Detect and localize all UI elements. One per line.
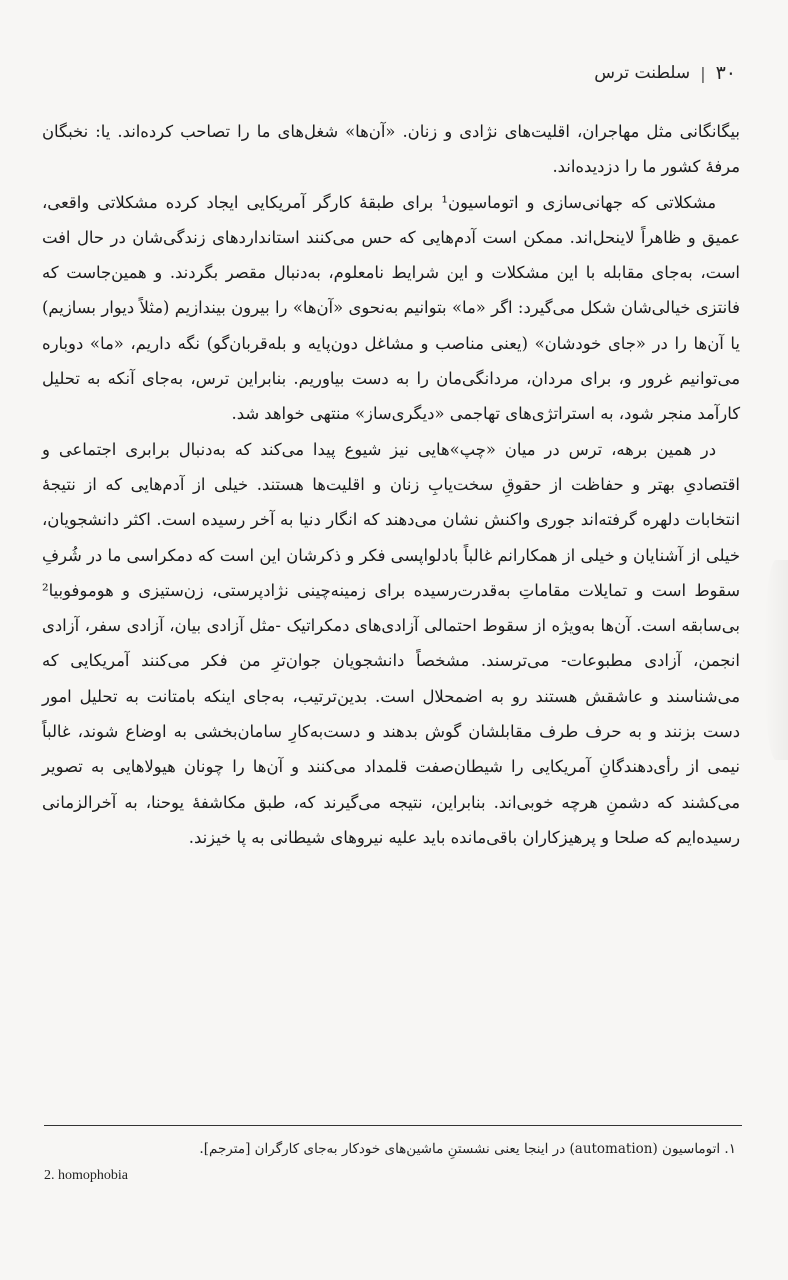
paragraph-1: بیگانگانی مثل مهاجران، اقلیت‌های نژادی و زنان. «آن‌ها» شغل‌های ما را تصاحب کرده‌اند. یا: نخبگان مرفهٔ کشور ما را دزدیده‌اند. [42,122,740,177]
running-header [594,62,736,84]
running-title: سلطنت ترس [594,63,691,83]
body-text [42,114,740,855]
header-separator: | [700,63,706,83]
footnote-divider [44,1125,742,1126]
page-number: ۳۰ [715,62,736,84]
footnote-2: 2. homophobia [44,1168,128,1183]
footnote-1: ۱. اتوماسیون (automation) در اینجا یعنی نشستنِ ماشین‌های خودکار به‌جای کارگران [مترجم]. [199,1141,736,1157]
page-edge-shadow [764,560,788,760]
paragraph-3: در همین برهه، ترس در میان «چپ»هایی نیز شیوع پیدا می‌کند که به‌دنبال برابری اجتماعی و اقتصادیِ بهتر و حفاظت از حقوقِ سخت‌یابِ زنان و اقلیت‌ها هستند. خیلی از آدم‌هایی که از نتیجهٔ انتخابات دلهره گرفته‌اند جوری واکنش نشان می‌دهند که انگار دنیا به آخر رسیده است. اکثر دانشجویان، خیلی از آشنایان و خیلی از همکارانم غالباً بادلواپسی فکر و ذکرشان این است که دمکراسی ما در شُرفِ سقوط است و تمایلات مقاماتِ به‌قدرت‌رسیده برای زمینه‌چینی نژادپرستی، زن‌ستیزی و هوموفوبیا² بی‌سابقه است. آن‌ها به‌ویژه از سقوط احتمالی آزادی‌های دمکراتیک -مثل آزادی بیان، آزادی سفر، آزادی انجمن، آزادی مطبوعات- می‌ترسند. مشخصاً دانشجویان جوان‌ترِ من فکر می‌کنند آمریکایی که می‌شناسند و عاشقش هستند رو به اضمحلال است. بدین‌ترتیب، به‌جای اینکه با‌متانت به تحلیل امور دست بزنند و به حرف طرف مقابلشان گوش بدهند و دست‌به‌کارِ سامان‌بخشی به اوضاع شوند، غالباً نیمی از رأی‌دهندگانِ آمریکایی را شیطان‌صفت قلمداد می‌کنند و آن‌ها را چونان هیولاهایی به تصویر می‌کشند که دشمنِ هرچه خوبی‌اند. بنابراین، نتیجه می‌گیرند که، طبق مکاشفهٔ یوحنا، به آخرالزمانی رسیده‌ایم که صلحا و پرهیزکاران باقی‌مانده باید علیه نیروهای شیطانی به پا خیزند. [42,439,740,847]
paragraph-2: مشکلاتی که جهانی‌سازی و اتوماسیون¹ برای طبقهٔ کارگر آمریکایی ایجاد کرده مشکلاتی واقعی، عمیق و ظاهراً لاینحل‌اند. ممکن است آدم‌هایی که حس می‌کنند استانداردهای زندگی‌شان در حال افت است، به‌جای مقابله با این مشکلات و این شرایط نامعلوم، به‌دنبال مقصر بگردند. و همین‌جاست که فانتزی خیالی‌شان شکل می‌گیرد: اگر «ما» بتوانیم به‌نحوی «آن‌ها» را بیرون بیندازیم (مثلاً دیوار بسازیم) یا آن‌ها را در «جای خودشان» (یعنی مناصب و مشاغل دون‌پایه و بله‌قربان‌گو) نگه داریم، «ما» دوباره می‌توانیم غرور و، برای مردان، مردانگی‌مان را به دست بیاوریم. بنابراین ترس، به‌جای آنکه به تحلیل کارآمد منجر شود، به استراتژی‌های تهاجمی «دیگری‌ساز» منتهی خواهد شد. [42,192,740,424]
